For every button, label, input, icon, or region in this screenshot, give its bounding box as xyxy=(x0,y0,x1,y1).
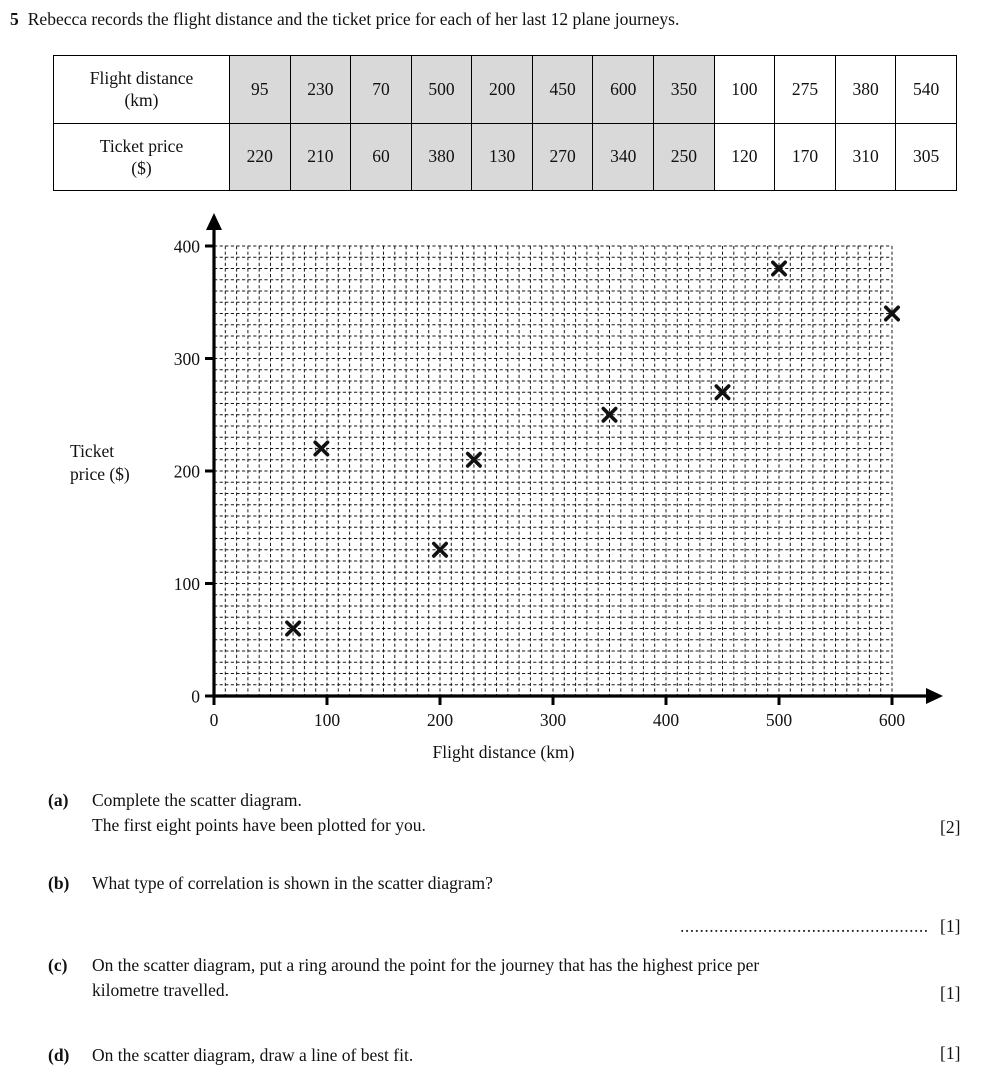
cell-flight-distance-1: 95 xyxy=(230,56,291,124)
part-a-marks: [2] xyxy=(940,817,961,837)
data-table-wrapper xyxy=(53,55,957,191)
y-axis-title-line2: price ($) xyxy=(70,464,130,484)
part-a xyxy=(48,788,848,838)
x-tick-label-500: 500 xyxy=(765,710,793,730)
row-header-line2: (km) xyxy=(124,90,159,111)
row-header-line1: Flight distance xyxy=(89,68,194,89)
part-c-label: (c) xyxy=(48,955,68,975)
part-c-line2: kilometre travelled. xyxy=(92,980,230,1000)
question-stem-text: Rebecca records the flight distance and the ticket price for each of her last 12 plane journeys. xyxy=(27,9,680,29)
x-tick-label-200: 200 xyxy=(426,710,454,730)
part-d xyxy=(48,1043,848,1068)
y-tick-label-400: 400 xyxy=(173,236,200,257)
part-d-marks: [1] xyxy=(940,1043,961,1063)
cell-ticket-price-8: 250 xyxy=(654,123,715,191)
table-row-flight-distance xyxy=(54,56,957,124)
y-tick-label-0: 0 xyxy=(191,686,200,707)
x-axis-title: Flight distance (km) xyxy=(432,742,575,762)
cell-ticket-price-5: 130 xyxy=(472,123,533,191)
cell-ticket-price-6: 270 xyxy=(532,123,593,191)
scatter-diagram-svg[interactable] xyxy=(0,200,1007,780)
cell-ticket-price-11: 310 xyxy=(835,123,896,191)
part-a-label: (a) xyxy=(48,790,69,810)
cell-ticket-price-9: 120 xyxy=(714,123,775,191)
table-row-ticket-price xyxy=(54,123,957,191)
y-axis-arrow-icon xyxy=(206,213,222,230)
scatter-diagram[interactable] xyxy=(0,200,1007,780)
question-number: 5 xyxy=(10,9,19,29)
part-b xyxy=(48,871,848,896)
row-header-line2: ($) xyxy=(131,157,152,178)
part-d-label: (d) xyxy=(48,1045,70,1065)
y-tick-label-300: 300 xyxy=(173,349,200,369)
part-d-line1: On the scatter diagram, draw a line of best fit. xyxy=(92,1045,414,1065)
y-tick-label-100: 100 xyxy=(173,574,200,594)
part-b-answer-line[interactable]: ................................................... xyxy=(680,916,929,936)
part-a-line2: The first eight points have been plotted for you. xyxy=(92,815,426,835)
x-axis-arrow-icon xyxy=(926,688,943,704)
part-a-line1: Complete the scatter diagram. xyxy=(92,790,302,810)
x-tick-label-100: 100 xyxy=(313,710,341,730)
x-tick-label-400: 400 xyxy=(652,710,680,730)
y-tick-label-200: 200 xyxy=(173,461,200,482)
cell-ticket-price-12: 305 xyxy=(896,123,957,191)
grid-lines xyxy=(214,246,892,696)
cell-flight-distance-5: 200 xyxy=(472,56,533,124)
x-tick-label-600: 600 xyxy=(878,710,906,730)
cell-flight-distance-8: 350 xyxy=(654,56,715,124)
y-axis-title xyxy=(70,440,210,486)
part-c xyxy=(48,953,998,1003)
question-stem xyxy=(10,8,995,30)
part-c-line1: On the scatter diagram, put a ring around the point for the journey that has the highest price per xyxy=(92,955,760,975)
cell-ticket-price-4: 380 xyxy=(411,123,472,191)
row-header-ticket-price xyxy=(54,123,230,191)
cell-flight-distance-10: 275 xyxy=(775,56,836,124)
part-b-marks: [1] xyxy=(940,916,961,936)
row-header-line1: Ticket price xyxy=(99,135,184,156)
cell-flight-distance-2: 230 xyxy=(290,56,351,124)
x-tick-label-0: 0 xyxy=(209,710,219,730)
cell-ticket-price-7: 340 xyxy=(593,123,654,191)
cell-flight-distance-3: 70 xyxy=(351,56,412,124)
cell-ticket-price-1: 220 xyxy=(230,123,291,191)
cell-ticket-price-10: 170 xyxy=(775,123,836,191)
data-table xyxy=(53,55,957,191)
cell-flight-distance-6: 450 xyxy=(532,56,593,124)
cell-ticket-price-2: 210 xyxy=(290,123,351,191)
row-header-flight-distance xyxy=(54,56,230,124)
cell-flight-distance-9: 100 xyxy=(714,56,775,124)
x-tick-label-300: 300 xyxy=(539,710,567,730)
part-c-marks: [1] xyxy=(940,983,961,1003)
cell-flight-distance-7: 600 xyxy=(593,56,654,124)
cell-ticket-price-3: 60 xyxy=(351,123,412,191)
cell-flight-distance-11: 380 xyxy=(835,56,896,124)
cell-flight-distance-4: 500 xyxy=(411,56,472,124)
part-b-line1: What type of correlation is shown in the scatter diagram? xyxy=(92,873,493,893)
cell-flight-distance-12: 540 xyxy=(896,56,957,124)
part-b-label: (b) xyxy=(48,873,70,893)
y-axis-title-line1: Ticket xyxy=(70,441,115,461)
